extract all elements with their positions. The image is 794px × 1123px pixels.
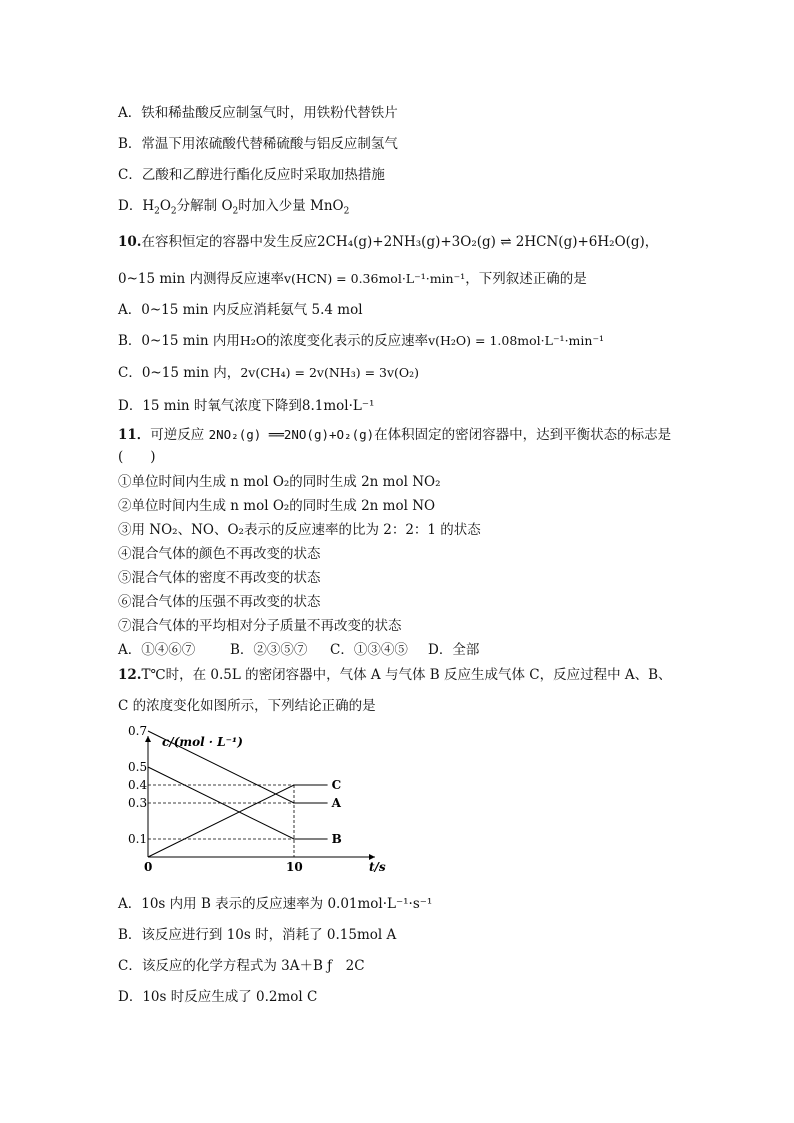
- q10-option-b: B．0~15 min 内用H₂O的浓度变化表示的反应速率v(H₂O) = 1.08mol·L⁻¹·min⁻¹: [118, 333, 605, 349]
- y-axis-label: c/(mol · L⁻¹): [162, 735, 243, 749]
- q9-option-d: D．$H_2O_2$分解制 $O_2$时加入少量 MnO$_2$: [118, 198, 350, 217]
- q11-item-4: ④混合气体的颜色不再改变的状态: [118, 546, 321, 562]
- series-label-C: C: [331, 778, 342, 792]
- q10-option-a: A．0~15 min 内反应消耗氨气 5.4 mol: [118, 302, 363, 318]
- q9-option-a: A．铁和稀盐酸反应制氢气时，用铁粉代替铁片: [118, 105, 398, 121]
- q12-stem-line2: C 的浓度变化如图所示，下列结论正确的是: [118, 698, 376, 714]
- y-tick-label-3: 0.3: [128, 796, 148, 810]
- y-tick-label-4: 0.1: [128, 832, 148, 846]
- y-tick-label-0: 0.7: [128, 724, 148, 738]
- series-label-B: B: [331, 832, 342, 846]
- q11-choice-c: C．①③④⑤: [330, 642, 408, 658]
- q9-option-c: C．乙酸和乙醇进行酯化反应时采取加热措施: [118, 167, 385, 183]
- x-tick-label-1: 10: [286, 860, 303, 874]
- q10-option-c: C．0~15 min 内，2v(CH₄) = 2v(NH₃) = 3v(O₂): [118, 365, 420, 381]
- concentration-time-chart: [118, 724, 386, 880]
- q11-choice-b: B．②③⑤⑦: [230, 642, 308, 658]
- q11-answer-paren: ( ): [118, 449, 156, 465]
- q10-stem-line2: 0~15 min 内测得反应速率v(HCN) = 0.36mol·L⁻¹·min⁻¹，下列叙述正确的是: [118, 271, 587, 287]
- q11-item-2: ②单位时间内生成 n mol O₂的同时生成 2n mol NO: [118, 498, 436, 514]
- q11-item-1: ①单位时间内生成 n mol O₂的同时生成 2n mol NO₂: [118, 474, 441, 490]
- q11-choice-d: D．全部: [428, 642, 480, 658]
- q11-item-3: ③用 NO₂、NO、O₂表示的反应速率的比为 2：2：1 的状态: [118, 522, 481, 538]
- series-label-A: A: [331, 796, 341, 810]
- q11-item-6: ⑥混合气体的压强不再改变的状态: [118, 594, 321, 610]
- x-axis-label: t/s: [369, 860, 386, 874]
- series-line-C: [148, 785, 328, 857]
- q10-stem-line1: 10.在容积恒定的容器中发生反应2CH₄(g)+2NH₃(g)+3O₂(g) ⇌ 2HCN(g)+6H₂O(g)，: [118, 234, 659, 250]
- y-tick-label-1: 0.5: [128, 760, 148, 774]
- q10-option-d: D．15 min 时氧气浓度下降到8.1mol·L⁻¹: [118, 398, 375, 414]
- q12-option-d: D．10s 时反应生成了 0.2mol C: [118, 989, 318, 1005]
- q11-choices: [118, 641, 479, 659]
- q12-option-b: B．该反应进行到 10s 时，消耗了 0.15mol A: [118, 927, 397, 943]
- q11-choice-a: A．①④⑥⑦: [118, 642, 196, 658]
- q11-stem: 11．可逆反应 2NO₂(g) ══2NO(g)+O₂(g)在体积固定的密闭容器中，达到平衡状态的标志是: [118, 427, 672, 443]
- q12-option-a: A．10s 内用 B 表示的反应速率为 0.01mol·L⁻¹·s⁻¹: [118, 896, 433, 912]
- q11-item-5: ⑤混合气体的密度不再改变的状态: [118, 570, 321, 586]
- q12-stem-line1: 12.T℃时，在 0.5L 的密闭容器中，气体 A 与气体 B 反应生成气体 C，反应过程中 A、B、: [118, 667, 672, 683]
- x-tick-label-0: 0: [144, 860, 153, 874]
- q9-option-b: B．常温下用浓硫酸代替稀硫酸与铝反应制氢气: [118, 136, 398, 152]
- q11-item-7: ⑦混合气体的平均相对分子质量不再改变的状态: [118, 618, 402, 634]
- y-tick-label-2: 0.4: [128, 778, 148, 792]
- q12-option-c: C．该反应的化学方程式为 3A＋B ƒ 2C: [118, 958, 365, 974]
